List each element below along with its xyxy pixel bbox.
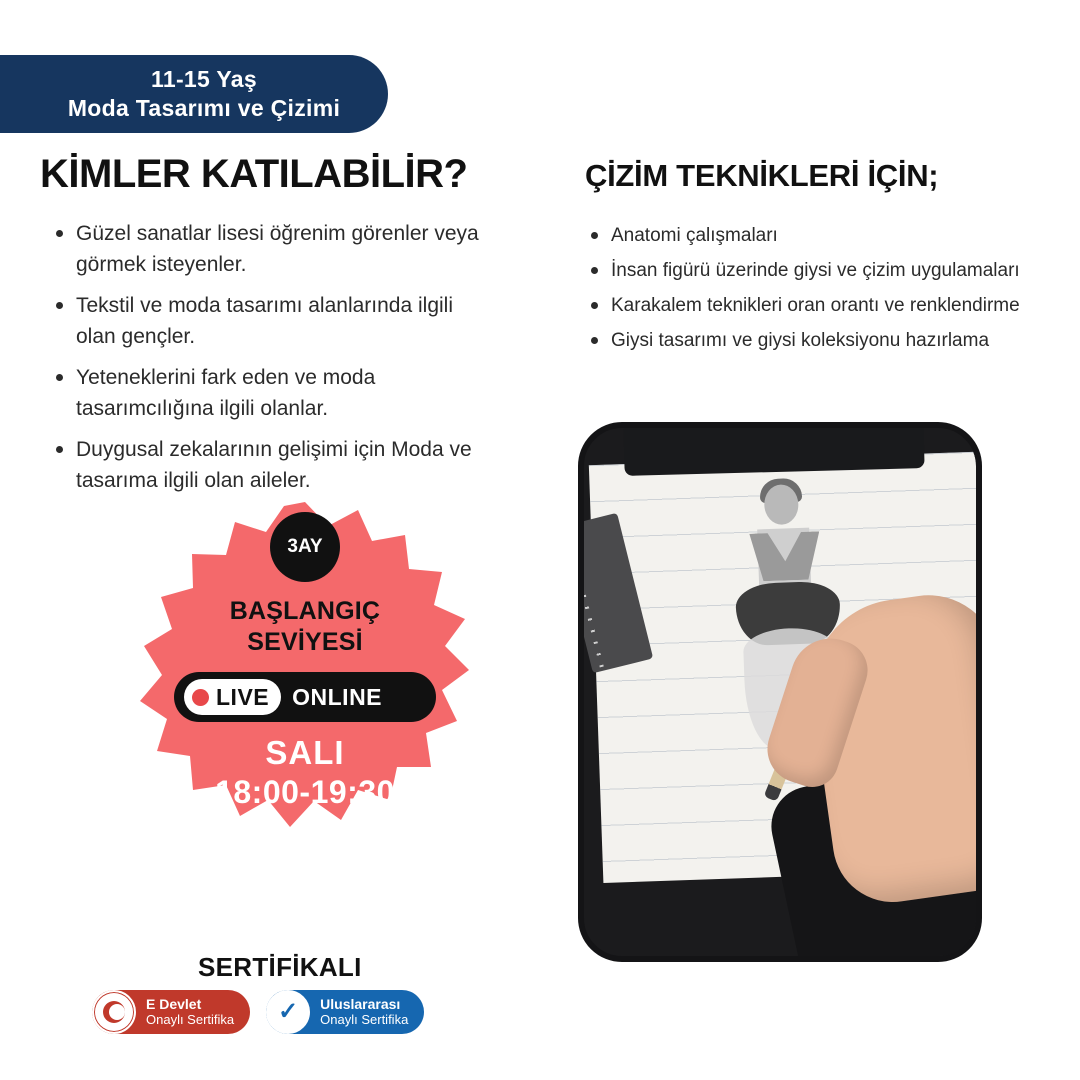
certificate-international bbox=[266, 990, 424, 1034]
left-section-list bbox=[50, 218, 490, 506]
right-section-list bbox=[585, 222, 1045, 362]
list-item: Duygusal zekalarının gelişimi için Moda ve tasarıma ilgili olan aileler. bbox=[50, 434, 490, 496]
certificate-e-devlet bbox=[92, 990, 250, 1034]
list-item: İnsan figürü üzerinde giysi ve çizim uygulamaları bbox=[585, 257, 1045, 285]
figure-head bbox=[764, 484, 799, 525]
certificate-name: E Devlet bbox=[146, 996, 202, 1012]
day-label: SALI bbox=[265, 734, 345, 771]
certificate-subtitle: Onaylı Sertifika bbox=[146, 1012, 235, 1027]
list-item: Karakalem teknikleri oran orantı ve renklendirme bbox=[585, 292, 1045, 320]
level-line-2: SEVİYESİ bbox=[247, 628, 363, 656]
duration-circle bbox=[270, 512, 340, 582]
certificate-subtitle: Onaylı Sertifika bbox=[320, 1012, 409, 1027]
online-label: ONLINE bbox=[292, 683, 383, 710]
course-badge bbox=[0, 55, 388, 133]
left-section-heading: KİMLER KATILABİLİR? bbox=[40, 152, 468, 196]
course-name: Moda Tasarımı ve Çizimi bbox=[67, 95, 341, 121]
right-section-heading: ÇİZİM TEKNİKLERİ İÇİN; bbox=[585, 158, 939, 193]
live-online-pill bbox=[174, 672, 436, 722]
live-chip bbox=[184, 679, 281, 715]
time-label: 18:00-19:30 bbox=[215, 774, 395, 810]
certificate-text bbox=[146, 996, 234, 1028]
list-item: Tekstil ve moda tasarımı alanlarında ilgili olan gençler. bbox=[50, 290, 490, 352]
certificate-name: Uluslararası bbox=[320, 996, 401, 1012]
list-item: Anatomi çalışmaları bbox=[585, 222, 1045, 250]
list-item: Yeteneklerini fark eden ve moda tasarımcılığına ilgili olanlar. bbox=[50, 362, 490, 424]
level-label bbox=[230, 596, 380, 658]
duration-label: 3AY bbox=[287, 536, 323, 557]
certificates-row bbox=[92, 990, 424, 1034]
course-age-range: 11-15 Yaş bbox=[151, 66, 257, 92]
level-line-1: BAŞLANGIÇ bbox=[229, 597, 381, 625]
desk-top-edge bbox=[623, 428, 924, 476]
photo-inner bbox=[584, 428, 976, 956]
list-item: Güzel sanatlar lisesi öğrenim görenler veya görmek isteyenler. bbox=[50, 218, 490, 280]
certificate-text bbox=[320, 996, 408, 1028]
check-icon: ✓ bbox=[266, 990, 310, 1034]
certificates-title: SERTİFİKALI bbox=[198, 952, 362, 982]
crescent-star-icon bbox=[92, 990, 136, 1034]
list-item: Giysi tasarımı ve giysi koleksiyonu hazırlama bbox=[585, 327, 1045, 355]
fashion-sketch-photo bbox=[578, 422, 982, 962]
live-label: LIVE bbox=[216, 683, 270, 710]
course-info-burst bbox=[140, 498, 470, 868]
record-dot-icon bbox=[192, 689, 209, 706]
